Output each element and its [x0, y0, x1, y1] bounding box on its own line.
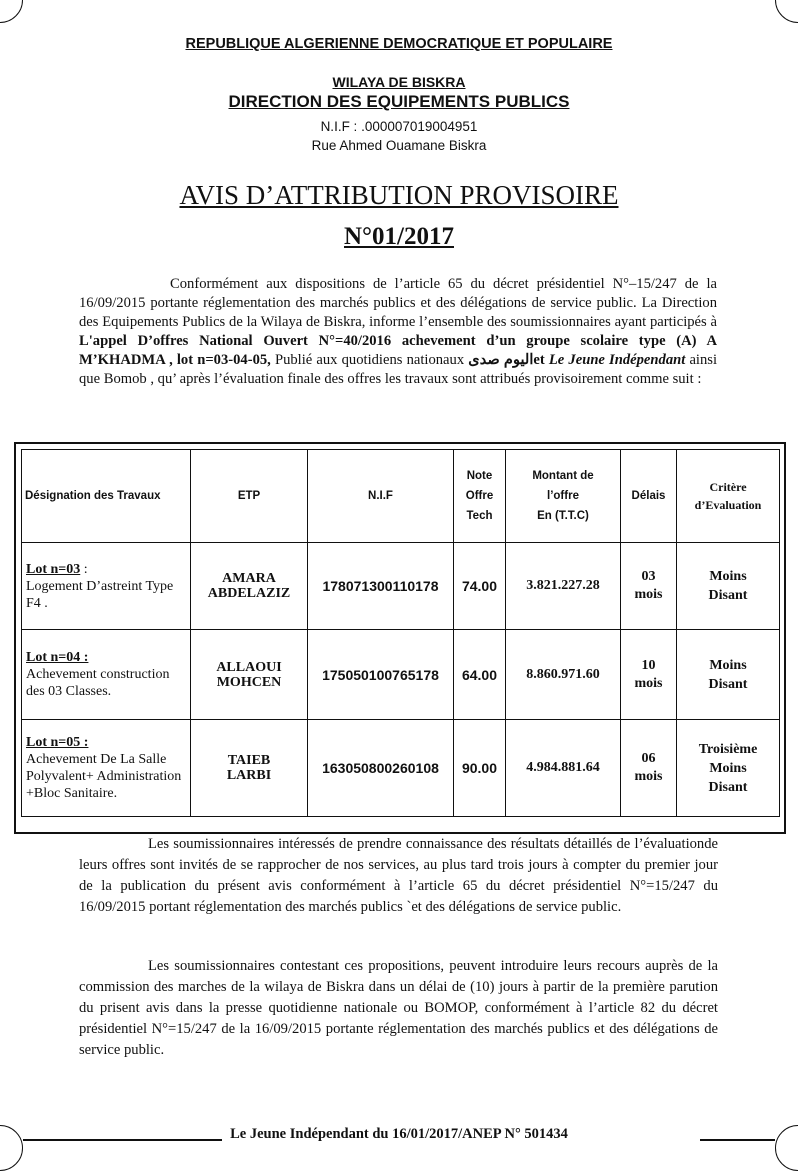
delais-value: 03 [641, 569, 656, 584]
lot-suffix: : [80, 561, 88, 577]
header-montant-line: l’offre [547, 490, 579, 502]
header-nif: N.I.F [308, 450, 454, 543]
table-header-row [22, 450, 780, 543]
delais-unit: mois [634, 675, 663, 691]
intro-paragraph [79, 275, 717, 389]
cell-delais [621, 630, 677, 720]
header-montant [506, 450, 621, 543]
cell-critere [677, 630, 780, 720]
header-note-line: Tech [466, 510, 493, 522]
cell-montant: 3.821.227.28 [506, 543, 621, 630]
etp-line: LARBI [226, 768, 272, 783]
cell-note: 74.00 [454, 543, 506, 630]
cell-montant: 4.984.881.64 [506, 720, 621, 817]
notice-title: AVIS D’ATTRIBUTION PROVISOIRE [179, 180, 619, 210]
critere-line: Disant [708, 676, 748, 692]
delais-value: 06 [641, 751, 656, 766]
intro-tender-reference: L'appel D’offres National Ouvert N°=40/2016 achevement d’un groupe scolaire type (A) A M’KHADMA , lot n=03-04-05, [79, 333, 717, 368]
critere-line: Disant [708, 588, 748, 603]
results-table [21, 449, 780, 817]
cell-nif: 175050100765178 [308, 630, 454, 720]
header-designation: Désignation des Travaux [22, 450, 191, 543]
notice-number: N°01/2017 [344, 223, 454, 250]
cell-nif: 178071300110178 [308, 543, 454, 630]
publication-footer [0, 1126, 798, 1143]
intro-text-4: ainsi que Bomob , qu’ après l’évaluation finale des offres les travaux sont attribués provisoirement comme suit : [79, 352, 718, 387]
table-row [22, 543, 780, 630]
header-montant-line: Montant de [532, 470, 594, 482]
results-table-frame [14, 442, 786, 834]
lot-description: Logement D’astreint Type F4 . [26, 578, 174, 611]
lot-label: Lot n=05 : [26, 735, 89, 750]
intro-newspaper-name: Le Jeune Indépendant [548, 352, 686, 368]
direction-heading: DIRECTION DES EQUIPEMENTS PUBLICS [228, 92, 570, 111]
etp-line: AMARA [222, 571, 276, 586]
lot-description: Achevement De La Salle Polyvalent+ Administration +Bloc Sanitaire. [26, 752, 182, 801]
lot-label: Lot n=04 : [26, 650, 89, 665]
nif-line: N.I.F : .000007019004951 [320, 119, 478, 134]
republic-heading: REPUBLIQUE ALGERIENNE DEMOCRATIQUE ET POPULAIRE [185, 36, 613, 52]
cell-critere [677, 543, 780, 630]
cell-designation [22, 630, 191, 720]
header-critere [677, 450, 780, 543]
intro-text-1: Conformément aux dispositions de l’article 65 du décret présidentiel N°–15/247 de la 16/09/2015 portante réglementation des marchés publics et des délégations de service public. La Direction des Equipements Publics de la Wilaya de Biskra, informe l’ensemble des soumissionnaires ayant participés à [79, 276, 717, 330]
cell-designation [22, 720, 191, 817]
delais-unit: mois [634, 769, 663, 784]
cell-etp [191, 720, 308, 817]
address-line: Rue Ahmed Ouamane Biskra [311, 138, 487, 153]
intro-arabic-newspaper: اليوم صدى [468, 352, 534, 368]
cell-note: 64.00 [454, 630, 506, 720]
lot-label: Lot n=03 [26, 561, 81, 577]
cell-delais [621, 543, 677, 630]
frame-corner-top-left [0, 0, 23, 23]
lot-description: Achevement construction des 03 Classes. [26, 667, 170, 699]
header-etp: ETP [191, 450, 308, 543]
critere-line: Moins [709, 760, 747, 776]
intro-text-3: et [533, 352, 549, 368]
delais-unit: mois [634, 587, 663, 602]
header-montant-line: En (T.T.C) [537, 510, 589, 522]
cell-delais [621, 720, 677, 817]
intro-text-2: Publié aux quotidiens nationaux [270, 352, 469, 368]
etp-line: MOHCEN [216, 674, 282, 690]
critere-line: Disant [708, 779, 748, 795]
etp-line: ABDELAZIZ [207, 586, 291, 601]
critere-line: Moins [709, 657, 747, 673]
cell-etp [191, 630, 308, 720]
frame-corner-top-right [775, 0, 798, 23]
header-critere-line: Critère [709, 480, 747, 494]
paragraph-1-text: Les soumissionnaires intéressés de prendre connaissance des résultats détaillés de l’évaluationde leurs offres sont invités de se rapprocher de nos services, au plus tard trois jours à compter du premier jour de la publication du présent avis conformément à l’article 65 du décret présidentiel N°=15/247 du 16/09/2015 portant réglementation des marchés publics `et des délégations de service public. [79, 836, 718, 915]
cell-montant: 8.860.971.60 [506, 630, 621, 720]
header-note [454, 450, 506, 543]
header-delais: Délais [621, 450, 677, 543]
delais-value: 10 [641, 657, 656, 673]
etp-line: ALLAOUI [216, 659, 282, 675]
cell-designation [22, 543, 191, 630]
paragraph-appeal [79, 956, 718, 1061]
header-note-line: Note [466, 470, 493, 482]
paragraph-results-consultation [79, 834, 718, 918]
header-note-line: Offre [465, 490, 494, 502]
header-critere-line: d’Evaluation [694, 498, 762, 512]
table-row [22, 630, 780, 720]
critere-line: Moins [709, 569, 747, 584]
paragraph-2-text: Les soumissionnaires contestant ces propositions, peuvent introduire leurs recours auprès de la commission des marches de la wilaya de Biskra dans un délai de (10) jours à partir de la première parution du prisent avis dans la presse quotidienne nationale ou BOMOP, conformément à l’article 82 du décret présidentiel N°=15/247 de la 16/09/2015 portante réglementation des marchés publics et des délégations de service public. [79, 958, 718, 1058]
cell-etp [191, 543, 308, 630]
etp-line: TAIEB [227, 753, 271, 768]
cell-nif: 163050800260108 [308, 720, 454, 817]
table-row [22, 720, 780, 817]
cell-note: 90.00 [454, 720, 506, 817]
critere-line: Troisième [698, 741, 758, 757]
footer-text: Le Jeune Indépendant du 16/01/2017/ANEP N° 501434 [222, 1126, 576, 1142]
cell-critere [677, 720, 780, 817]
wilaya-heading: WILAYA DE BISKRA [332, 74, 466, 90]
